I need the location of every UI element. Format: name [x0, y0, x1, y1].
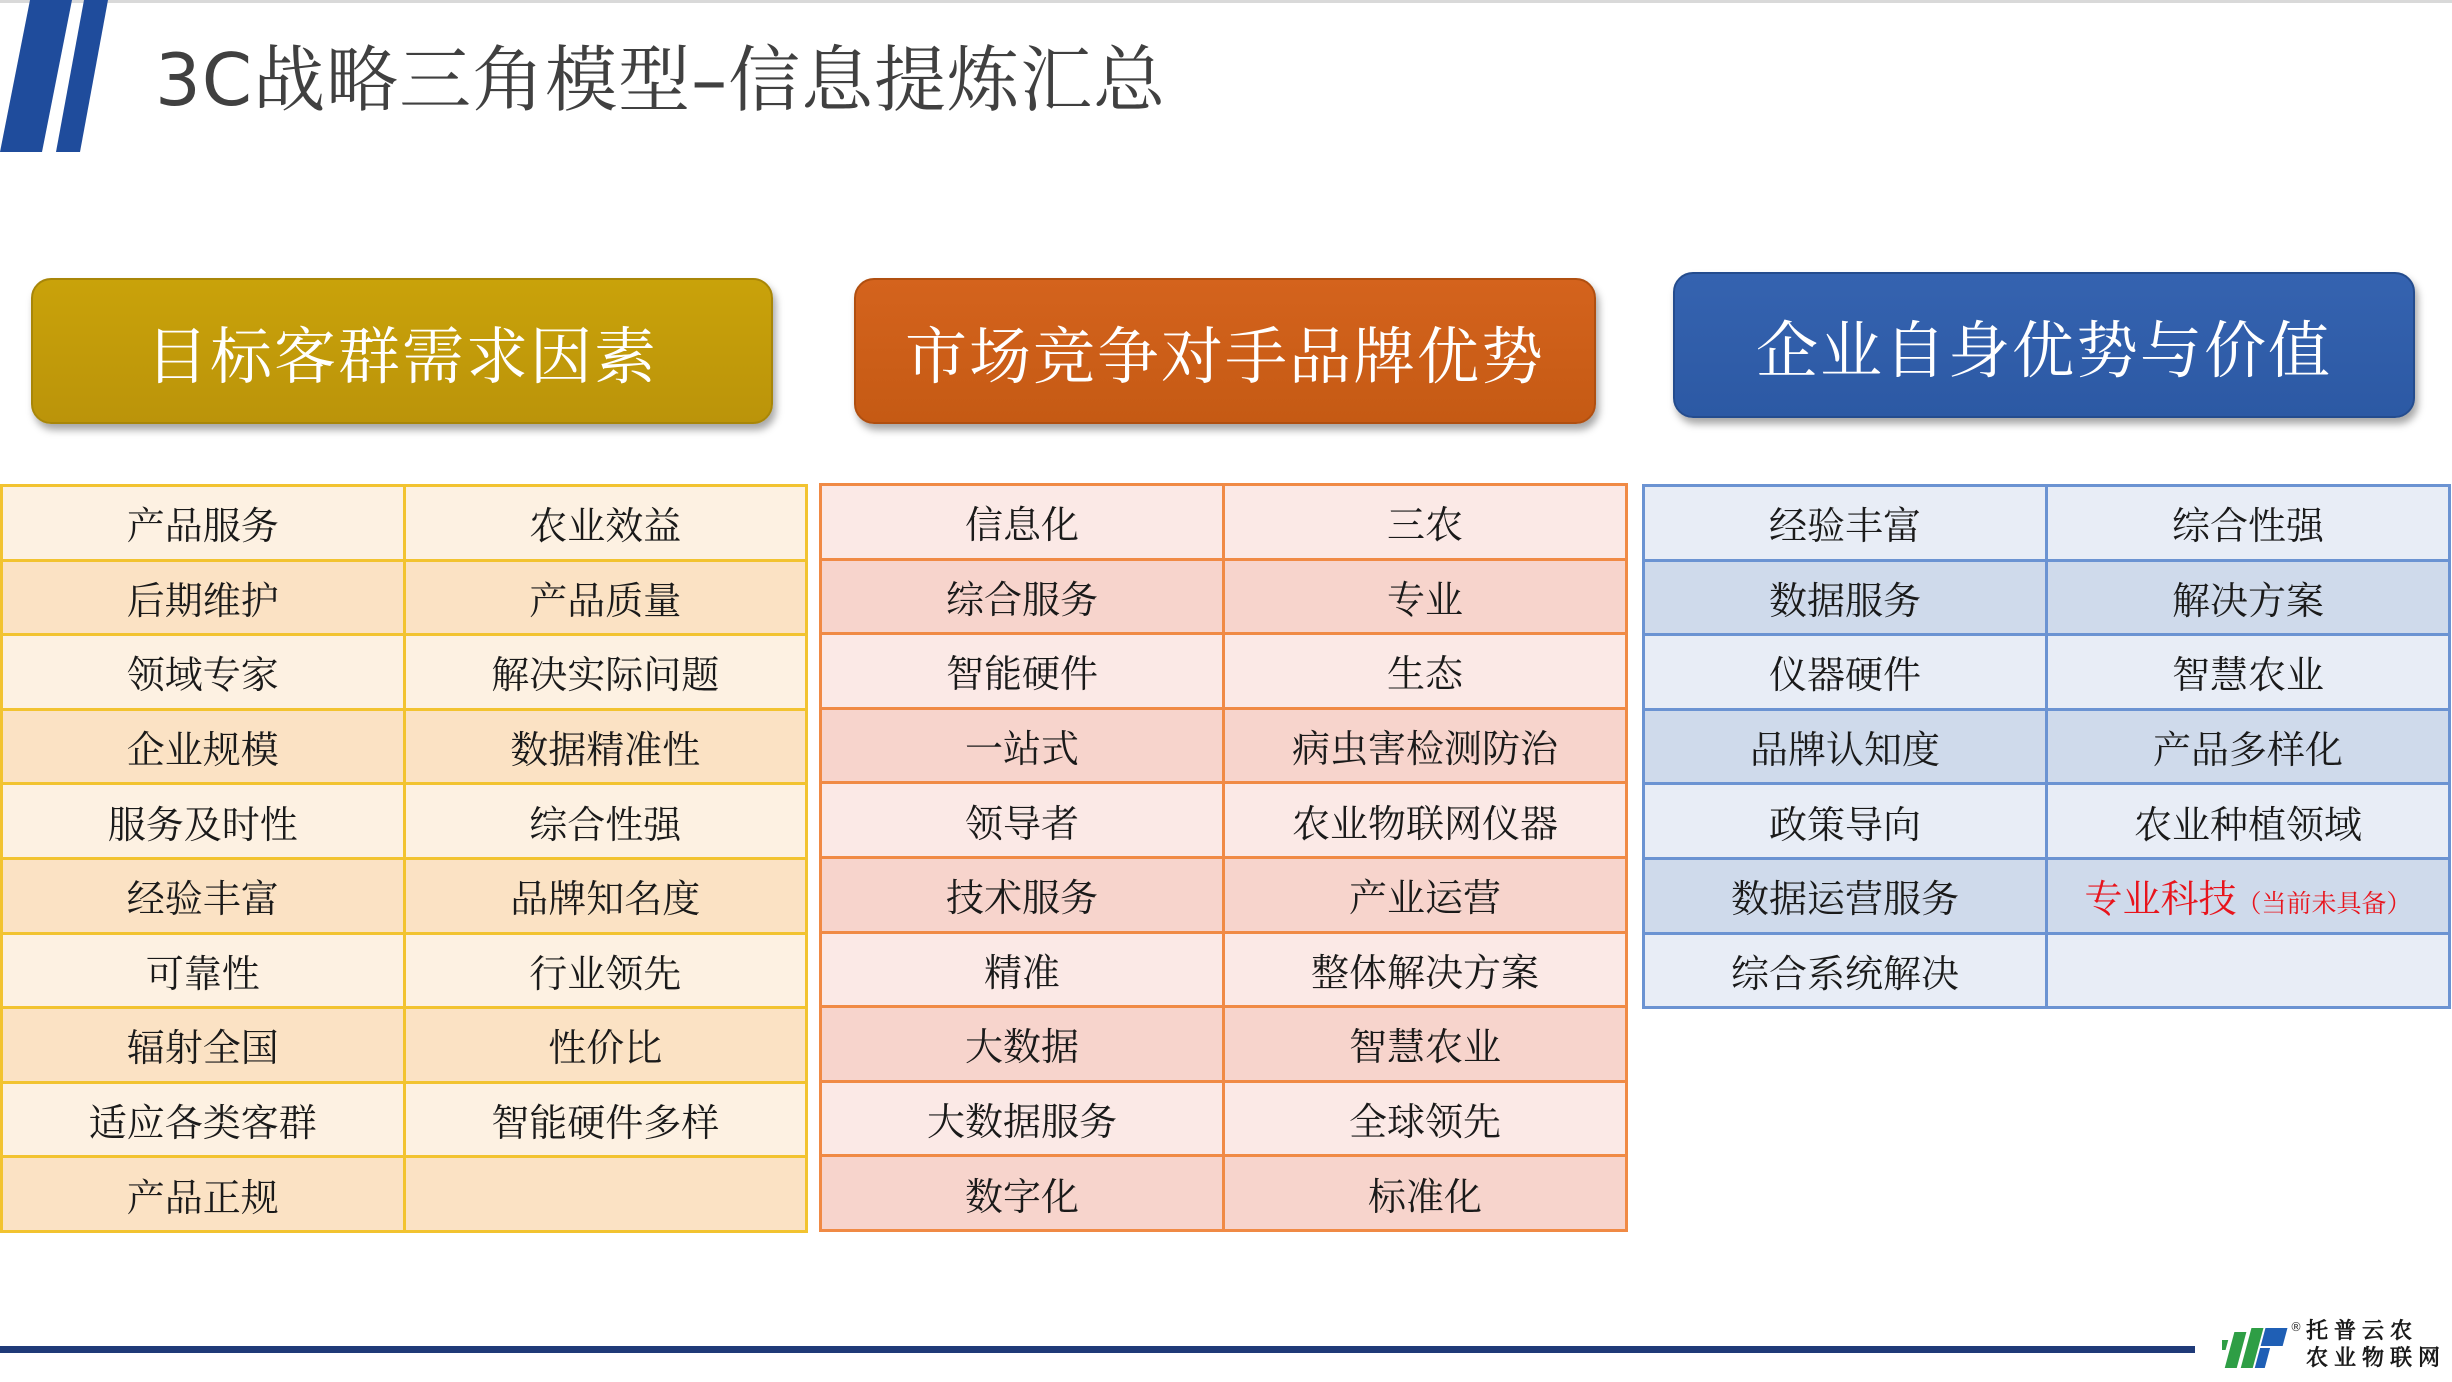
page-title: 3C战略三角模型–信息提炼汇总 — [155, 38, 1167, 122]
competitor-advantages-cell: 专业 — [1224, 559, 1627, 634]
company-value-cell: 政策导向 — [1644, 784, 2047, 859]
competitor-advantages-cell: 技术服务 — [821, 857, 1224, 932]
customer-needs-cell: 产品服务 — [2, 486, 405, 561]
customer-needs-cell: 经验丰富 — [2, 858, 405, 933]
customer-needs-cell: 综合性强 — [404, 784, 807, 859]
customer-needs-row — [2, 486, 807, 561]
brand-logo — [2222, 1318, 2447, 1378]
company-value-highlight-cell — [2047, 858, 2450, 933]
competitor-advantages-cell: 一站式 — [821, 708, 1224, 783]
company-value-cell: 仪器硬件 — [1644, 635, 2047, 710]
competitor-advantages-cell: 产业运营 — [1224, 857, 1627, 932]
competitor-advantages-row — [821, 1156, 1627, 1231]
competitor-advantages-row — [821, 559, 1627, 634]
competitor-advantages-cell: 全球领先 — [1224, 1081, 1627, 1156]
competitor-advantages-row — [821, 932, 1627, 1007]
competitor-advantages-cell: 病虫害检测防治 — [1224, 708, 1627, 783]
competitor-advantages-cell: 精准 — [821, 932, 1224, 1007]
company-value-cell: 解决方案 — [2047, 560, 2450, 635]
company-value-row — [1644, 709, 2450, 784]
competitor-advantages-row — [821, 1081, 1627, 1156]
company-value-cell: 经验丰富 — [1644, 486, 2047, 561]
customer-needs-cell: 产品正规 — [2, 1157, 405, 1232]
company-value-cell: 综合性强 — [2047, 486, 2450, 561]
customer-needs-row — [2, 933, 807, 1008]
customer-needs-row — [2, 560, 807, 635]
customer-needs-row — [2, 1008, 807, 1083]
customer-needs-cell: 品牌知名度 — [404, 858, 807, 933]
company-value-cell: 数据运营服务 — [1644, 858, 2047, 933]
customer-needs-cell: 数据精准性 — [404, 709, 807, 784]
brand-mark-icon — [2222, 1326, 2292, 1372]
header-customer-needs: 目标客群需求因素 — [31, 278, 773, 424]
customer-needs-row — [2, 635, 807, 710]
company-value-cell: 数据服务 — [1644, 560, 2047, 635]
competitor-advantages-cell: 综合服务 — [821, 559, 1224, 634]
brand-line-2: 农业物联网 — [2306, 1346, 2447, 1371]
company-value-cell: 智慧农业 — [2047, 635, 2450, 710]
competitor-advantages-row — [821, 708, 1627, 783]
customer-needs-row — [2, 1157, 807, 1232]
top-divider — [0, 0, 2452, 3]
customer-needs-cell: 农业效益 — [404, 486, 807, 561]
company-value-row — [1644, 560, 2450, 635]
company-value-row — [1644, 784, 2450, 859]
competitor-advantages-row — [821, 783, 1627, 858]
company-value-cell: 综合系统解决 — [1644, 933, 2047, 1008]
customer-needs-cell: 服务及时性 — [2, 784, 405, 859]
title-accent-stripes — [0, 0, 130, 155]
competitor-advantages-cell: 三农 — [1224, 485, 1627, 560]
competitor-advantages-cell: 农业物联网仪器 — [1224, 783, 1627, 858]
customer-needs-cell: 适应各类客群 — [2, 1082, 405, 1157]
header-company-value: 企业自身优势与价值 — [1673, 272, 2415, 418]
customer-needs-cell: 智能硬件多样 — [404, 1082, 807, 1157]
company-value-row — [1644, 933, 2450, 1008]
competitor-advantages-row — [821, 1007, 1627, 1082]
competitor-advantages-row — [821, 485, 1627, 560]
customer-needs-table — [0, 484, 808, 1233]
company-value-row — [1644, 635, 2450, 710]
company-value-cell: 农业种植领域 — [2047, 784, 2450, 859]
company-value-cell — [2047, 933, 2450, 1008]
header-competitor-advantages: 市场竞争对手品牌优势 — [854, 278, 1596, 424]
competitor-advantages-cell: 标准化 — [1224, 1156, 1627, 1231]
customer-needs-cell: 领域专家 — [2, 635, 405, 710]
competitor-advantages-cell: 智慧农业 — [1224, 1007, 1627, 1082]
footer-divider — [0, 1346, 2195, 1353]
competitor-advantages-cell: 领导者 — [821, 783, 1224, 858]
customer-needs-cell: 行业领先 — [404, 933, 807, 1008]
competitor-advantages-cell: 信息化 — [821, 485, 1224, 560]
customer-needs-cell: 辐射全国 — [2, 1008, 405, 1083]
customer-needs-row — [2, 784, 807, 859]
customer-needs-cell: 性价比 — [404, 1008, 807, 1083]
company-value-row — [1644, 858, 2450, 933]
competitor-advantages-row — [821, 634, 1627, 709]
company-value-cell: 品牌认知度 — [1644, 709, 2047, 784]
customer-needs-cell: 产品质量 — [404, 560, 807, 635]
company-value-row — [1644, 486, 2450, 561]
competitor-advantages-cell: 整体解决方案 — [1224, 932, 1627, 1007]
registered-mark: ® — [2290, 1320, 2302, 1334]
customer-needs-cell: 解决实际问题 — [404, 635, 807, 710]
competitor-advantages-cell: 大数据 — [821, 1007, 1224, 1082]
customer-needs-cell: 后期维护 — [2, 560, 405, 635]
customer-needs-cell: 可靠性 — [2, 933, 405, 1008]
competitor-advantages-cell: 智能硬件 — [821, 634, 1224, 709]
highlight-note: （当前未具备） — [2236, 889, 2412, 919]
customer-needs-cell: 企业规模 — [2, 709, 405, 784]
brand-line-1: 托普云农 — [2306, 1319, 2419, 1344]
brand-name — [2306, 1318, 2446, 1372]
highlight-text: 专业科技 — [2084, 877, 2237, 922]
competitor-advantages-row — [821, 857, 1627, 932]
competitor-advantages-cell: 数字化 — [821, 1156, 1224, 1231]
customer-needs-cell — [404, 1157, 807, 1232]
competitor-advantages-table — [819, 483, 1628, 1232]
competitor-advantages-cell: 生态 — [1224, 634, 1627, 709]
customer-needs-row — [2, 709, 807, 784]
competitor-advantages-cell: 大数据服务 — [821, 1081, 1224, 1156]
company-value-table — [1642, 484, 2451, 1009]
customer-needs-row — [2, 1082, 807, 1157]
customer-needs-row — [2, 858, 807, 933]
company-value-cell: 产品多样化 — [2047, 709, 2450, 784]
